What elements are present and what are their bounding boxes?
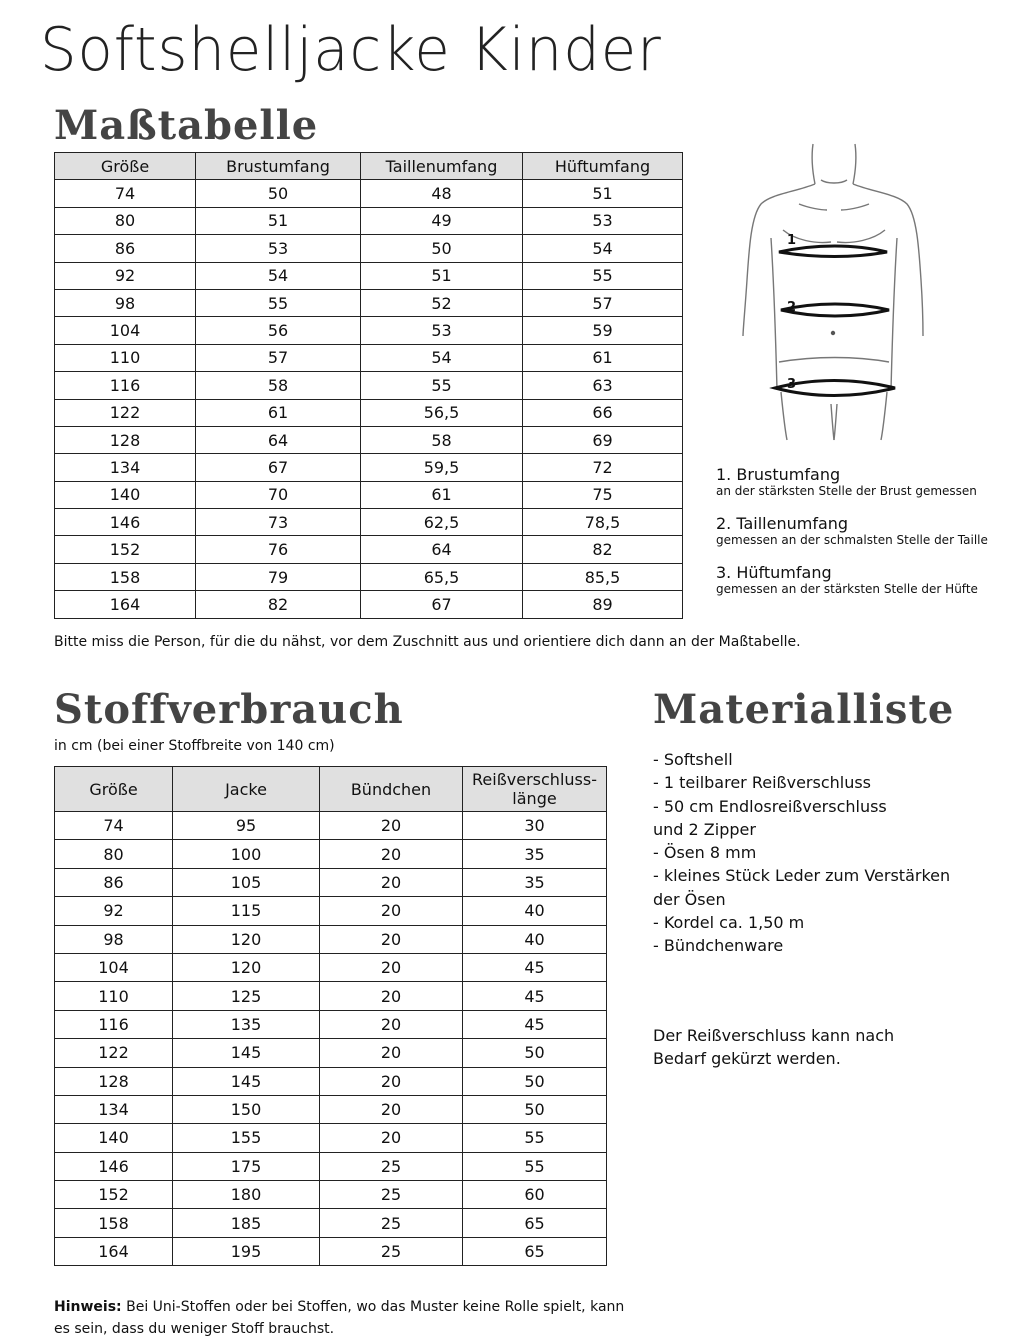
measurements-header-cell: Größe <box>55 153 196 180</box>
materials-list-item: - kleines Stück Leder zum Verstärken <box>653 866 951 886</box>
fabric-cell: 35 <box>463 840 607 868</box>
materials-note <box>653 1024 894 1071</box>
fabric-cell: 155 <box>173 1124 320 1152</box>
fabric-cell: 35 <box>463 868 607 896</box>
fabric-cell: 140 <box>55 1124 173 1152</box>
fabric-cell: 134 <box>55 1095 173 1123</box>
measurements-cell: 57 <box>523 289 683 316</box>
measurements-cell: 74 <box>55 180 196 207</box>
fabric-header-cell: Bündchen <box>320 767 463 812</box>
measurements-cell: 56,5 <box>361 399 523 426</box>
measurements-cell: 48 <box>361 180 523 207</box>
figure-label-2: 2 <box>787 300 797 315</box>
measurements-cell: 164 <box>55 591 196 618</box>
measurements-cell: 50 <box>361 235 523 262</box>
fabric-cell: 80 <box>55 840 173 868</box>
fabric-row <box>55 1181 607 1209</box>
measurements-row <box>55 235 683 262</box>
fabric-cell: 50 <box>463 1039 607 1067</box>
fabric-cell: 150 <box>173 1095 320 1123</box>
fabric-cell: 30 <box>463 812 607 840</box>
measurements-cell: 82 <box>523 536 683 563</box>
measurements-cell: 54 <box>523 235 683 262</box>
measurements-cell: 89 <box>523 591 683 618</box>
fabric-cell: 152 <box>55 1181 173 1209</box>
measurements-cell: 51 <box>196 207 361 234</box>
fabric-row <box>55 1010 607 1038</box>
measurements-cell: 122 <box>55 399 196 426</box>
legend-title-2: 2. Taillenumfang <box>716 514 849 533</box>
fabric-cell: 20 <box>320 868 463 896</box>
materials-list-item: - 1 teilbarer Reißverschluss <box>653 773 872 793</box>
materials-list <box>653 748 950 958</box>
fabric-cell: 65 <box>463 1209 607 1237</box>
measurements-note: Bitte miss die Person, für die du nähst, vor dem Zuschnitt aus und orientiere dich dann an der Maßtabelle. <box>54 634 801 650</box>
measurements-cell: 55 <box>361 372 523 399</box>
fabric-cell: 158 <box>55 1209 173 1237</box>
fabric-hint-line1: Bei Uni-Stoffen oder bei Stoffen, wo das Muster keine Rolle spielt, kann <box>121 1299 625 1315</box>
fabric-row <box>55 868 607 896</box>
measurements-row <box>55 481 683 508</box>
materials-list-item: - Softshell <box>653 750 733 769</box>
measurements-cell: 98 <box>55 289 196 316</box>
fabric-table <box>54 766 607 1266</box>
fabric-cell: 180 <box>173 1181 320 1209</box>
legend-desc-3: gemessen an der stärksten Stelle der Hüfte <box>716 582 978 596</box>
legend-title-1: 1. Brustumfang <box>716 465 841 484</box>
fabric-cell: 60 <box>463 1181 607 1209</box>
fabric-cell: 65 <box>463 1237 607 1265</box>
fabric-row <box>55 1039 607 1067</box>
fabric-header-cell: Reißverschluss- länge <box>463 767 607 812</box>
measurements-cell: 64 <box>196 426 361 453</box>
measurements-cell: 51 <box>523 180 683 207</box>
measurements-cell: 82 <box>196 591 361 618</box>
measurements-cell: 69 <box>523 426 683 453</box>
fabric-header-cell: Jacke <box>173 767 320 812</box>
measurements-cell: 78,5 <box>523 509 683 536</box>
fabric-cell: 125 <box>173 982 320 1010</box>
measurements-cell: 140 <box>55 481 196 508</box>
fabric-cell: 25 <box>320 1152 463 1180</box>
fabric-cell: 50 <box>463 1095 607 1123</box>
fabric-row <box>55 953 607 981</box>
fabric-cell: 40 <box>463 897 607 925</box>
fabric-heading: Stoffverbrauch <box>54 686 404 733</box>
fabric-cell: 86 <box>55 868 173 896</box>
figure-legend <box>716 465 988 596</box>
fabric-cell: 45 <box>463 953 607 981</box>
fabric-cell: 20 <box>320 953 463 981</box>
measurements-cell: 146 <box>55 509 196 536</box>
measurements-cell: 61 <box>196 399 361 426</box>
measurements-row <box>55 262 683 289</box>
materials-list-item: - 50 cm Endlosreißverschluss <box>653 796 887 816</box>
measurements-cell: 53 <box>196 235 361 262</box>
measurements-cell: 64 <box>361 536 523 563</box>
fabric-cell: 120 <box>173 925 320 953</box>
measurements-cell: 85,5 <box>523 563 683 590</box>
measurements-cell: 59,5 <box>361 454 523 481</box>
fabric-cell: 100 <box>173 840 320 868</box>
measurements-row <box>55 563 683 590</box>
measurements-header-cell: Taillenumfang <box>361 153 523 180</box>
fabric-cell: 25 <box>320 1209 463 1237</box>
fabric-hint <box>54 1296 624 1340</box>
fabric-cell: 116 <box>55 1010 173 1038</box>
fabric-cell: 122 <box>55 1039 173 1067</box>
fabric-cell: 110 <box>55 982 173 1010</box>
fabric-cell: 20 <box>320 1010 463 1038</box>
measurements-row <box>55 180 683 207</box>
figure-label-3: 3 <box>787 377 797 392</box>
measurements-cell: 52 <box>361 289 523 316</box>
measurements-cell: 72 <box>523 454 683 481</box>
fabric-cell: 45 <box>463 982 607 1010</box>
fabric-cell: 55 <box>463 1124 607 1152</box>
measurements-cell: 55 <box>523 262 683 289</box>
fabric-cell: 175 <box>173 1152 320 1180</box>
measurements-table <box>54 152 683 619</box>
fabric-cell: 45 <box>463 1010 607 1038</box>
materials-note-line2: Bedarf gekürzt werden. <box>653 1049 841 1069</box>
page-title: Softshelljacke Kinder <box>40 15 662 85</box>
measurements-cell: 59 <box>523 317 683 344</box>
measurements-cell: 80 <box>55 207 196 234</box>
measurements-cell: 57 <box>196 344 361 371</box>
fabric-cell: 92 <box>55 897 173 925</box>
measurements-header-cell: Brustumfang <box>196 153 361 180</box>
measurements-cell: 61 <box>361 481 523 508</box>
measurements-cell: 76 <box>196 536 361 563</box>
measurements-row <box>55 536 683 563</box>
fabric-row <box>55 1209 607 1237</box>
measurements-heading: Maßtabelle <box>54 102 319 149</box>
fabric-cell: 115 <box>173 897 320 925</box>
fabric-cell: 195 <box>173 1237 320 1265</box>
fabric-cell: 20 <box>320 812 463 840</box>
measurements-row <box>55 372 683 399</box>
measurements-cell: 50 <box>196 180 361 207</box>
materials-list-item: der Ösen <box>653 889 726 909</box>
materials-list-item: und 2 Zipper <box>653 819 756 839</box>
measurements-row <box>55 344 683 371</box>
measurements-cell: 65,5 <box>361 563 523 590</box>
fabric-cell: 145 <box>173 1039 320 1067</box>
measurements-cell: 58 <box>361 426 523 453</box>
measurements-row <box>55 591 683 618</box>
measurements-row <box>55 207 683 234</box>
fabric-row <box>55 1152 607 1180</box>
fabric-cell: 20 <box>320 1124 463 1152</box>
measurements-row <box>55 454 683 481</box>
measurements-cell: 104 <box>55 317 196 344</box>
measurements-cell: 63 <box>523 372 683 399</box>
fabric-hint-line2: es sein, dass du weniger Stoff brauchst. <box>54 1321 335 1337</box>
legend-title-3: 3. Hüftumfang <box>716 563 832 582</box>
measurements-row <box>55 317 683 344</box>
fabric-row <box>55 1237 607 1265</box>
fabric-cell: 74 <box>55 812 173 840</box>
measurements-cell: 79 <box>196 563 361 590</box>
measurements-row <box>55 509 683 536</box>
measurements-cell: 62,5 <box>361 509 523 536</box>
fabric-hint-label: Hinweis: <box>54 1299 122 1315</box>
fabric-cell: 55 <box>463 1152 607 1180</box>
measurements-cell: 110 <box>55 344 196 371</box>
fabric-subtitle: in cm (bei einer Stoffbreite von 140 cm) <box>54 738 335 754</box>
legend-desc-2: gemessen an der schmalsten Stelle der Taille <box>716 533 988 547</box>
measurements-cell: 49 <box>361 207 523 234</box>
measurements-row <box>55 289 683 316</box>
measurements-cell: 152 <box>55 536 196 563</box>
fabric-cell: 20 <box>320 982 463 1010</box>
fabric-cell: 20 <box>320 897 463 925</box>
fabric-cell: 128 <box>55 1067 173 1095</box>
fabric-cell: 25 <box>320 1237 463 1265</box>
fabric-row <box>55 982 607 1010</box>
fabric-cell: 146 <box>55 1152 173 1180</box>
materials-heading: Materialliste <box>653 686 955 733</box>
fabric-cell: 95 <box>173 812 320 840</box>
fabric-header-cell: Größe <box>55 767 173 812</box>
measurements-cell: 75 <box>523 481 683 508</box>
measurements-cell: 67 <box>361 591 523 618</box>
measurements-cell: 66 <box>523 399 683 426</box>
fabric-cell: 20 <box>320 925 463 953</box>
measurements-row <box>55 426 683 453</box>
measurements-cell: 53 <box>523 207 683 234</box>
measurements-cell: 56 <box>196 317 361 344</box>
measurements-cell: 58 <box>196 372 361 399</box>
measurements-cell: 54 <box>196 262 361 289</box>
fabric-row <box>55 897 607 925</box>
materials-note-line1: Der Reißverschluss kann nach <box>653 1026 895 1045</box>
measurements-row <box>55 399 683 426</box>
measurements-header-cell: Hüftumfang <box>523 153 683 180</box>
figure-label-1: 1 <box>787 233 797 248</box>
fabric-row <box>55 1095 607 1123</box>
fabric-cell: 20 <box>320 840 463 868</box>
fabric-cell: 50 <box>463 1067 607 1095</box>
fabric-cell: 145 <box>173 1067 320 1095</box>
fabric-row <box>55 925 607 953</box>
measurements-cell: 70 <box>196 481 361 508</box>
fabric-row <box>55 1067 607 1095</box>
measurements-cell: 54 <box>361 344 523 371</box>
measurements-cell: 51 <box>361 262 523 289</box>
fabric-row <box>55 840 607 868</box>
measurements-cell: 158 <box>55 563 196 590</box>
legend-desc-1: an der stärksten Stelle der Brust gemessen <box>716 484 977 498</box>
fabric-row <box>55 812 607 840</box>
measurements-cell: 128 <box>55 426 196 453</box>
fabric-row <box>55 1124 607 1152</box>
measurements-cell: 61 <box>523 344 683 371</box>
materials-list-item: - Bündchenware <box>653 936 784 956</box>
fabric-cell: 104 <box>55 953 173 981</box>
materials-list-item: - Kordel ca. 1,50 m <box>653 913 805 933</box>
fabric-cell: 20 <box>320 1067 463 1095</box>
measurements-cell: 73 <box>196 509 361 536</box>
materials-list-item: - Ösen 8 mm <box>653 843 757 863</box>
measurements-cell: 116 <box>55 372 196 399</box>
fabric-cell: 120 <box>173 953 320 981</box>
fabric-cell: 98 <box>55 925 173 953</box>
body-measurement-figure <box>735 140 925 445</box>
measurements-cell: 67 <box>196 454 361 481</box>
measurements-cell: 55 <box>196 289 361 316</box>
fabric-cell: 25 <box>320 1181 463 1209</box>
fabric-cell: 185 <box>173 1209 320 1237</box>
fabric-cell: 20 <box>320 1095 463 1123</box>
measurements-cell: 86 <box>55 235 196 262</box>
fabric-cell: 20 <box>320 1039 463 1067</box>
fabric-cell: 164 <box>55 1237 173 1265</box>
fabric-cell: 105 <box>173 868 320 896</box>
fabric-cell: 40 <box>463 925 607 953</box>
fabric-cell: 135 <box>173 1010 320 1038</box>
measurements-cell: 53 <box>361 317 523 344</box>
measurements-cell: 134 <box>55 454 196 481</box>
measurements-cell: 92 <box>55 262 196 289</box>
